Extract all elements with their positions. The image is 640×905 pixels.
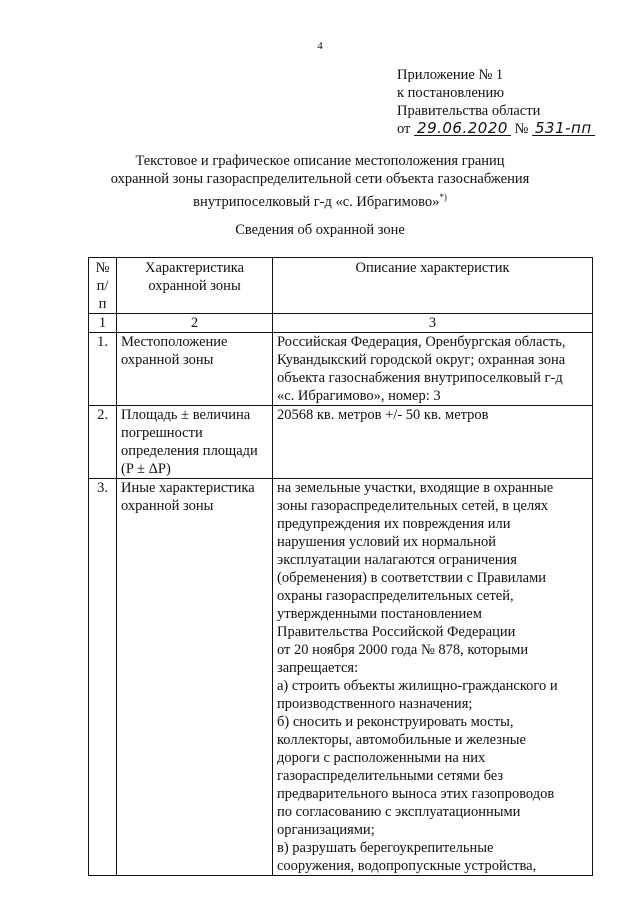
description-line: организациями; <box>277 822 375 838</box>
description-line: на земельные участки, входящие в охранные <box>277 480 554 496</box>
description-line: по согласованию с эксплуатационными <box>277 804 521 820</box>
document-title <box>0 152 640 211</box>
footnote-mark: *) <box>439 192 447 202</box>
title-line-2: охранной зоны газораспределительной сети объекта газоснабжения <box>110 171 530 187</box>
appendix-government: Правительства области <box>397 103 541 119</box>
description-line: объекта газоснабжения внутрипоселковый г-д <box>277 370 563 386</box>
column-number-1: 1 <box>89 314 117 333</box>
row-description <box>273 479 593 876</box>
title-line-1: Текстовое и графическое описание местоположения границ <box>135 153 505 169</box>
description-line: сооружения, водопропускные устройства, <box>277 858 537 874</box>
row-description <box>273 406 593 479</box>
description-line: зоны газораспределительных сетей, в целях <box>277 498 549 514</box>
description-line: в) разрушать берегоукрепительные <box>277 840 494 856</box>
appendix-resolution: к постановлению <box>397 85 505 101</box>
table-row <box>89 333 593 406</box>
description-line: от 20 ноября 2000 года № 878, которыми <box>277 642 529 658</box>
description-line: запрещается: <box>277 660 359 676</box>
description-line: а) строить объекты жилищно-гражданского и <box>277 678 558 694</box>
handwritten-date: 29.06.2020 <box>414 121 511 136</box>
description-line: эксплуатации налагаются ограничения <box>277 552 517 568</box>
row-number: 2. <box>89 406 117 479</box>
column-number-3: 3 <box>273 314 593 333</box>
handwritten-number: 531-пп <box>532 121 595 136</box>
description-line: предварительного выноса этих газопроводов <box>277 786 555 802</box>
description-line: производственного назначения; <box>277 696 473 712</box>
description-line: «с. Ибрагимово», номер: 3 <box>277 388 441 404</box>
description-line: б) сносить и реконструировать мосты, <box>277 714 514 730</box>
header-row <box>89 258 593 314</box>
description-line: Правительства Российской Федерации <box>277 624 516 640</box>
appendix-date-line <box>397 120 595 138</box>
characteristic-line: охранной зоны <box>121 352 214 368</box>
description-line: 20568 кв. метров +/- 50 кв. метров <box>277 407 489 423</box>
row-description <box>273 333 593 406</box>
description-line: Кувандыкский городской округ; охранная зона <box>277 352 566 368</box>
title-line-3: внутрипоселковый г-д «с. Ибрагимово»*) <box>193 192 447 210</box>
characteristic-line: Иные характеристика <box>121 480 255 496</box>
row-number: 3. <box>89 479 117 876</box>
column-number-row <box>89 314 593 333</box>
page-number: 4 <box>317 40 323 52</box>
characteristic-line: охранной зоны <box>121 498 214 514</box>
description-line: предупреждения их повреждения или <box>277 516 511 532</box>
section-title: Сведения об охранной зоне <box>235 222 405 238</box>
row-characteristic <box>117 333 273 406</box>
header-characteristic: Характеристика охранной зоны <box>117 258 273 314</box>
description-line: нарушения условий их нормальной <box>277 534 497 550</box>
appendix-block <box>397 66 595 138</box>
table-row <box>89 406 593 479</box>
number-prefix: № <box>514 121 529 137</box>
characteristic-line: Площадь ± величина <box>121 407 251 423</box>
appendix-title: Приложение № 1 <box>397 67 504 83</box>
date-prefix: от <box>397 121 411 137</box>
row-characteristic <box>117 406 273 479</box>
row-number: 1. <box>89 333 117 406</box>
characteristic-line: (P ± ΔP) <box>121 461 171 477</box>
characteristic-line: погрешности <box>121 425 203 441</box>
description-line: (обременения) в соответствии с Правилами <box>277 570 547 586</box>
description-line: коллекторы, автомобильные и железные <box>277 732 526 748</box>
description-line: дороги с расположенными на них <box>277 750 486 766</box>
description-line: Российская Федерация, Оренбургская область, <box>277 334 566 350</box>
zone-info-table <box>88 257 593 876</box>
description-line: охраны газораспределительных сетей, <box>277 588 514 604</box>
characteristic-line: определения площади <box>121 443 258 459</box>
characteristic-line: Местоположение <box>121 334 228 350</box>
header-description: Описание характеристик <box>273 258 593 314</box>
table-row <box>89 479 593 876</box>
row-characteristic <box>117 479 273 876</box>
description-line: утвержденными постановлением <box>277 606 482 622</box>
column-number-2: 2 <box>117 314 273 333</box>
header-number: № п/п <box>89 258 117 314</box>
description-line: газораспределительными сетями без <box>277 768 504 784</box>
